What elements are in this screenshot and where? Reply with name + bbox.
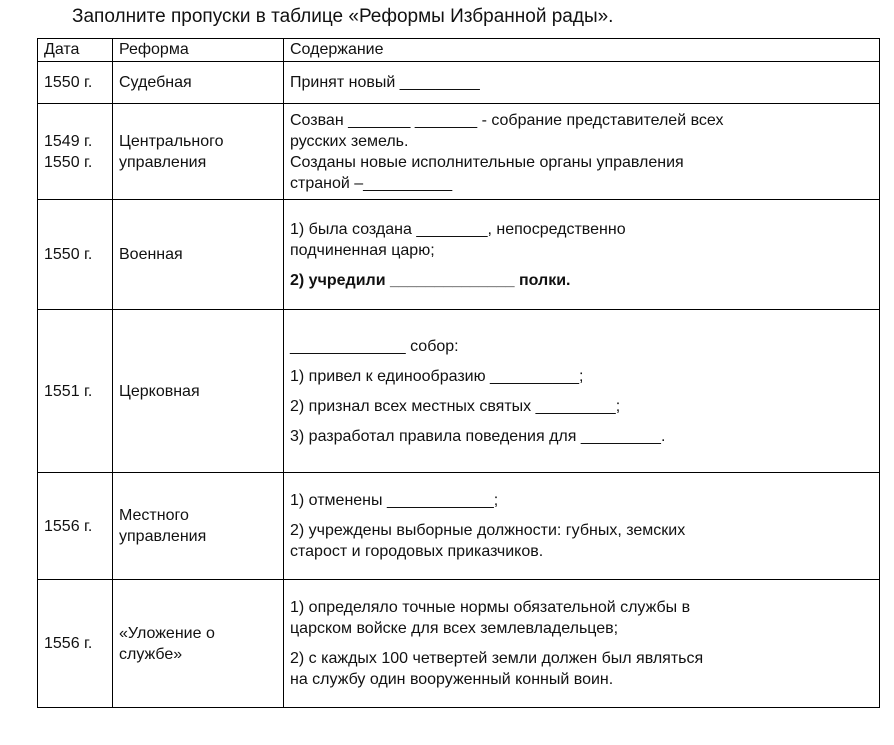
reform-cell — [113, 62, 284, 104]
content-cell — [284, 200, 880, 310]
content-cell — [284, 580, 880, 708]
content-line: 2) признал всех местных святых _________; — [290, 397, 621, 415]
content-paragraph — [290, 219, 873, 261]
date-value: 1550 г. — [44, 153, 93, 171]
content-line: подчиненная царю; — [290, 241, 435, 259]
content-line: 1) отменены ____________; — [290, 492, 499, 509]
date-cell — [38, 310, 113, 473]
table-body — [38, 62, 880, 708]
table-header-row — [38, 39, 880, 62]
date-value: 1550 г. — [44, 246, 93, 263]
content-paragraph — [290, 648, 873, 690]
reform-name: управления — [119, 528, 207, 545]
table-row — [38, 200, 880, 310]
date-cell — [38, 200, 113, 310]
content-line: Принят новый _________ — [290, 74, 480, 91]
reforms-table — [37, 38, 880, 708]
content-paragraph — [290, 110, 873, 194]
reform-name: управления — [119, 153, 207, 171]
content-line: 2) учредили ______________ полки. — [290, 271, 571, 289]
reform-cell — [113, 310, 284, 473]
content-line: 2) учреждены выборные должности: губных, земских — [290, 522, 686, 539]
date-cell — [38, 62, 113, 104]
date-value: 1556 г. — [44, 517, 93, 535]
content-line: страной –__________ — [290, 174, 453, 192]
header-date: Дата — [38, 39, 113, 62]
reform-cell — [113, 580, 284, 708]
content-line: 1) привел к единообразию __________; — [290, 367, 584, 385]
date-cell — [38, 473, 113, 580]
reform-cell — [113, 200, 284, 310]
content-line: 3) разработал правила поведения для _________. — [290, 427, 666, 445]
reform-name: Центрального — [119, 132, 224, 150]
content-paragraph — [290, 490, 873, 511]
date-value: 1551 г. — [44, 382, 93, 400]
reform-name: Судебная — [119, 74, 192, 91]
table-row — [38, 580, 880, 708]
reform-cell — [113, 104, 284, 200]
date-value: 1556 г. — [44, 635, 93, 652]
content-line: на службу один вооруженный конный воин. — [290, 671, 614, 688]
content-paragraph — [290, 597, 873, 639]
content-line: Созданы новые исполнительные органы управления — [290, 153, 684, 171]
content-line: 1) определяло точные нормы обязательной службы в — [290, 599, 691, 616]
content-paragraph — [290, 426, 873, 447]
content-paragraph — [290, 72, 873, 93]
content-cell — [284, 473, 880, 580]
reform-name: Местного — [119, 507, 189, 524]
content-paragraph — [290, 270, 873, 291]
content-line: _____________ собор: — [290, 337, 459, 355]
reform-cell — [113, 473, 284, 580]
reform-name: Военная — [119, 246, 183, 263]
content-paragraph — [290, 336, 873, 357]
date-value: 1549 г. — [44, 132, 93, 150]
date-value: 1550 г. — [44, 74, 93, 91]
content-cell — [284, 104, 880, 200]
table-row — [38, 104, 880, 200]
reform-name: «Уложение о — [119, 624, 215, 642]
content-cell — [284, 310, 880, 473]
content-line: старост и городовых приказчиков. — [290, 543, 544, 560]
content-paragraph — [290, 366, 873, 387]
date-cell — [38, 104, 113, 200]
content-line: 2) с каждых 100 четвертей земли должен был являться — [290, 650, 704, 667]
task-title: Заполните пропуски в таблице «Реформы Избранной рады». — [72, 6, 614, 27]
content-line: Созван _______ _______ - собрание представителей всех — [290, 111, 724, 129]
date-cell — [38, 580, 113, 708]
content-paragraph — [290, 520, 873, 562]
content-paragraph — [290, 396, 873, 417]
content-line: царском войске для всех землевладельцев; — [290, 620, 619, 637]
content-line: 1) была создана ________, непосредственно — [290, 220, 626, 238]
table-row — [38, 310, 880, 473]
table-row — [38, 473, 880, 580]
table-row — [38, 62, 880, 104]
header-content: Содержание — [284, 39, 880, 62]
content-line: русских земель. — [290, 132, 409, 150]
reform-name: службе» — [119, 645, 183, 663]
reform-name: Церковная — [119, 382, 200, 400]
header-reform: Реформа — [113, 39, 284, 62]
content-cell — [284, 62, 880, 104]
